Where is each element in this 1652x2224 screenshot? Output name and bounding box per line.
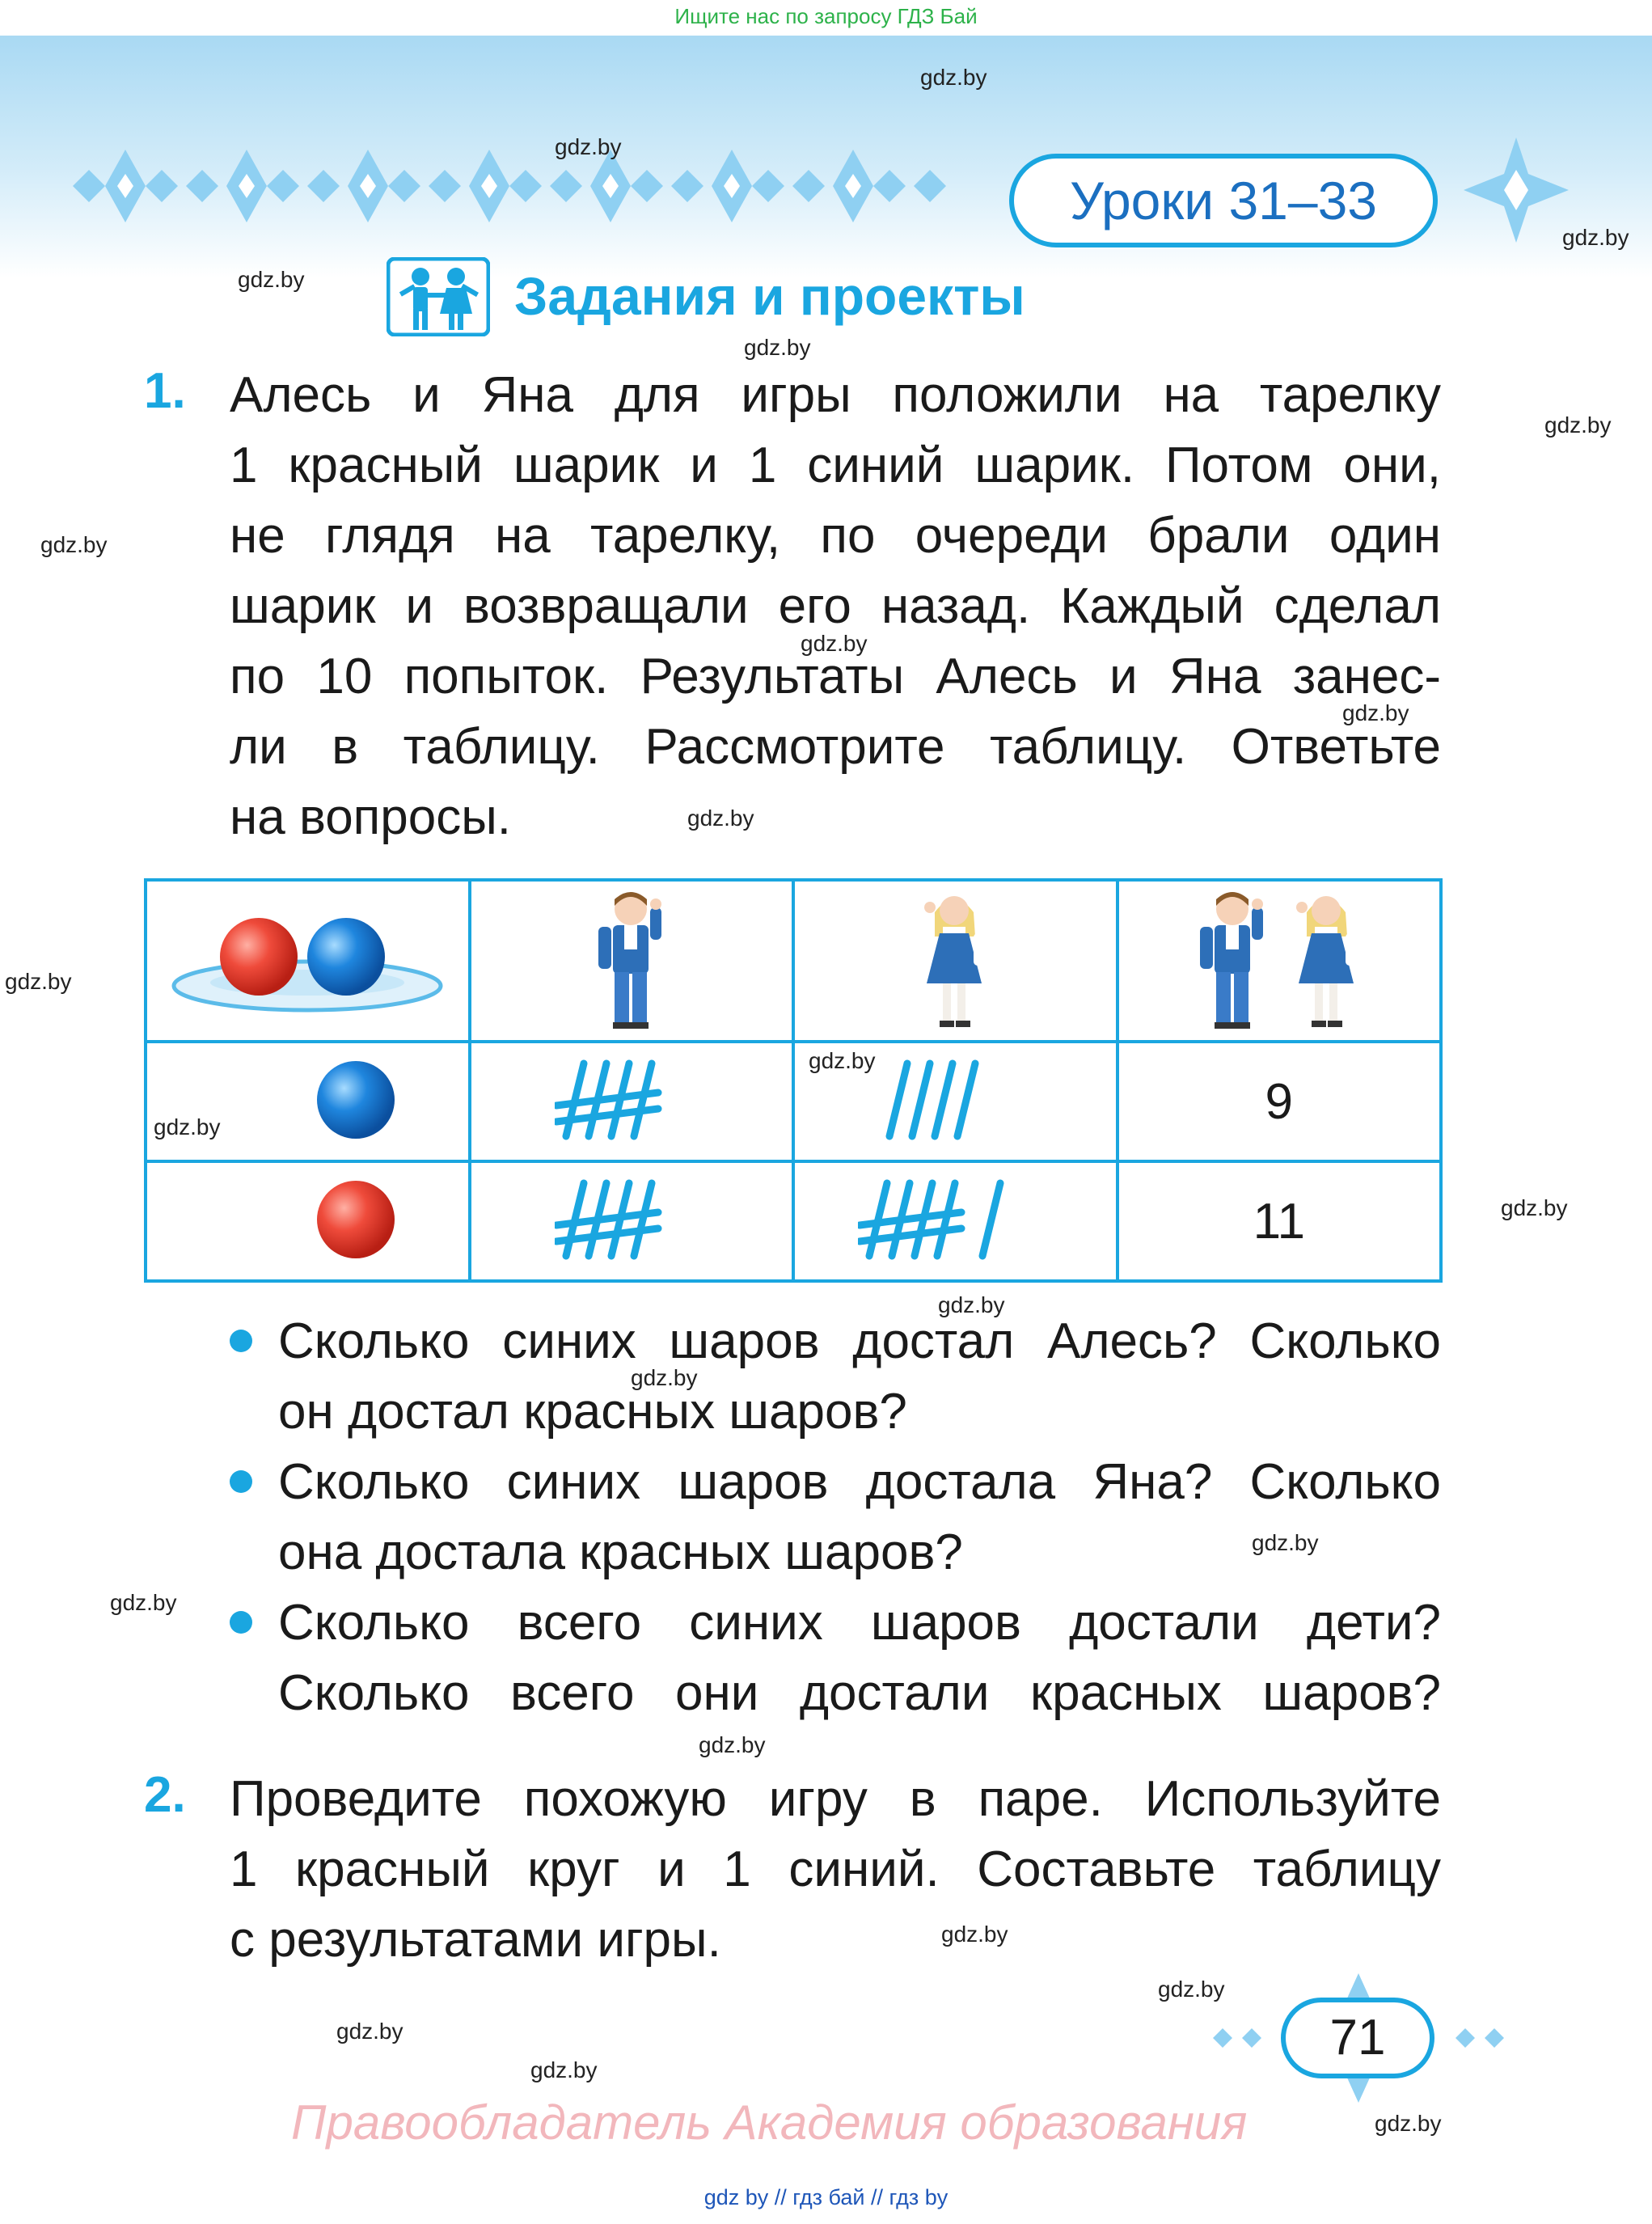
plate-with-balls-image xyxy=(170,898,445,1020)
red-total-cell xyxy=(1118,1161,1442,1281)
task-1-line: 1 красный шарик и 1 синий шарик. Потом они, xyxy=(230,438,1441,493)
task-1-line: по 10 попыток. Результаты Алесь и Яна занес- xyxy=(230,649,1441,704)
watermark: gdz.by xyxy=(801,631,868,656)
boy-ales-image xyxy=(587,888,676,1030)
watermark: gdz.by xyxy=(631,1365,698,1390)
watermark: gdz.by xyxy=(941,1922,1008,1947)
watermark: gdz.by xyxy=(687,805,754,831)
tally-stroke xyxy=(982,1183,1000,1256)
ales-blue-tally xyxy=(470,1042,794,1161)
blue-total: 9 xyxy=(1265,1073,1293,1130)
blue-ball-row xyxy=(146,1042,1441,1161)
tally-stroke xyxy=(634,1063,652,1136)
question-item xyxy=(230,1588,1441,1728)
task-2-text xyxy=(230,1764,1441,1975)
question-line: она достала красных шаров? xyxy=(278,1524,963,1580)
red-ball-row xyxy=(146,1161,1441,1281)
ales-column-header xyxy=(470,880,794,1042)
results-table xyxy=(144,878,1443,1283)
ornament-star-right xyxy=(1464,137,1569,243)
watermark: gdz.by xyxy=(1562,225,1629,250)
section-title: Задания и проекты xyxy=(514,266,1025,326)
tally-stroke xyxy=(634,1183,652,1256)
tally-stroke xyxy=(935,1063,953,1136)
top-banner[interactable]: Ищите нас по запросу ГДЗ Бай xyxy=(674,4,978,28)
question-line: Сколько всего синих шаров достали дети? xyxy=(278,1595,1441,1651)
watermark: gdz.by xyxy=(1252,1530,1319,1555)
watermark: gdz.by xyxy=(920,65,987,90)
watermark: gdz.by xyxy=(40,532,108,557)
watermark: gdz.by xyxy=(1544,412,1612,438)
watermark: gdz.by xyxy=(1501,1195,1568,1220)
tally-stroke xyxy=(957,1063,975,1136)
children-icon xyxy=(387,257,490,336)
blue-ball-icon xyxy=(311,1055,400,1144)
boy-and-girl-image xyxy=(1182,888,1376,1030)
red-ball-cell xyxy=(146,1161,470,1281)
tally-stroke xyxy=(889,1063,907,1136)
question-line: Сколько всего они достали красных шаров? xyxy=(278,1665,1441,1721)
watermark: gdz.by xyxy=(699,1732,766,1757)
tally-stroke xyxy=(937,1183,955,1256)
watermark: gdz.by xyxy=(336,2019,403,2044)
tally-marks xyxy=(878,1055,1032,1144)
task-2-line: 1 красный круг и 1 синий. Составьте таблицу xyxy=(230,1841,1441,1897)
red-total: 11 xyxy=(1253,1193,1305,1249)
tally-stroke xyxy=(912,1063,930,1136)
task-1-line: не глядя на тарелку, по очереди брали один xyxy=(230,508,1441,564)
both-children-column-header xyxy=(1118,880,1442,1042)
yana-column-header xyxy=(793,880,1118,1042)
question-line: Сколько синих шаров достал Алесь? Сколько xyxy=(278,1313,1441,1369)
tally-marks xyxy=(555,1175,708,1264)
tally-marks xyxy=(555,1055,708,1144)
plate-cell xyxy=(146,880,470,1042)
task-2-line: Проведите похожую игру в паре. Используйте xyxy=(230,1771,1441,1827)
table-header-row xyxy=(146,880,1441,1042)
task-2-number: 2. xyxy=(144,1767,186,1823)
task-1-line: шарик и возвращали его назад. Каждый сделал xyxy=(230,578,1441,634)
watermark: gdz.by xyxy=(938,1292,1005,1317)
ornament-border xyxy=(73,133,987,239)
watermark: gdz.by xyxy=(154,1114,221,1139)
question-line: Сколько синих шаров достала Яна? Сколько xyxy=(278,1454,1441,1510)
tally-marks xyxy=(858,1175,1052,1264)
ales-red-tally xyxy=(470,1161,794,1281)
footer-links[interactable]: gdz by // гдз бай // гдз by xyxy=(703,2185,949,2209)
question-item xyxy=(230,1447,1441,1588)
lessons-badge: Уроки 31–33 xyxy=(1009,154,1438,247)
watermark: gdz.by xyxy=(744,335,811,360)
watermark: gdz.by xyxy=(238,267,305,292)
blue-ball-cell xyxy=(146,1042,470,1161)
task-1-line: ли в таблицу. Рассмотрите таблицу. Ответьте xyxy=(230,719,1441,775)
watermark: gdz.by xyxy=(1342,700,1409,725)
girl-yana-image xyxy=(911,888,999,1030)
copyright-notice: Правообладатель Академия образования xyxy=(291,2095,1248,2150)
task-1-line: на вопросы. xyxy=(230,789,511,845)
watermark: gdz.by xyxy=(530,2057,598,2082)
task-1-number: 1. xyxy=(144,363,186,419)
watermark: gdz.by xyxy=(110,1590,177,1615)
question-list xyxy=(230,1306,1441,1728)
red-ball-icon xyxy=(311,1175,400,1264)
blue-total-cell xyxy=(1118,1042,1442,1161)
watermark: gdz.by xyxy=(1375,2111,1442,2136)
question-line: он достал красных шаров? xyxy=(278,1384,907,1440)
watermark: gdz.by xyxy=(1158,1977,1225,2002)
question-item xyxy=(230,1306,1441,1447)
bullet-icon xyxy=(230,1611,252,1634)
watermark: gdz.by xyxy=(5,969,72,994)
page-number: 71 xyxy=(1281,1998,1434,2078)
bullet-icon xyxy=(230,1470,252,1493)
task-1-line: Алесь и Яна для игры положили на тарелку xyxy=(230,367,1441,423)
watermark: gdz.by xyxy=(809,1048,876,1073)
yana-red-tally xyxy=(793,1161,1118,1281)
bullet-icon xyxy=(230,1330,252,1352)
watermark: gdz.by xyxy=(555,134,622,159)
task-1-text xyxy=(230,360,1441,852)
task-2-line: с результатами игры. xyxy=(230,1912,721,1968)
